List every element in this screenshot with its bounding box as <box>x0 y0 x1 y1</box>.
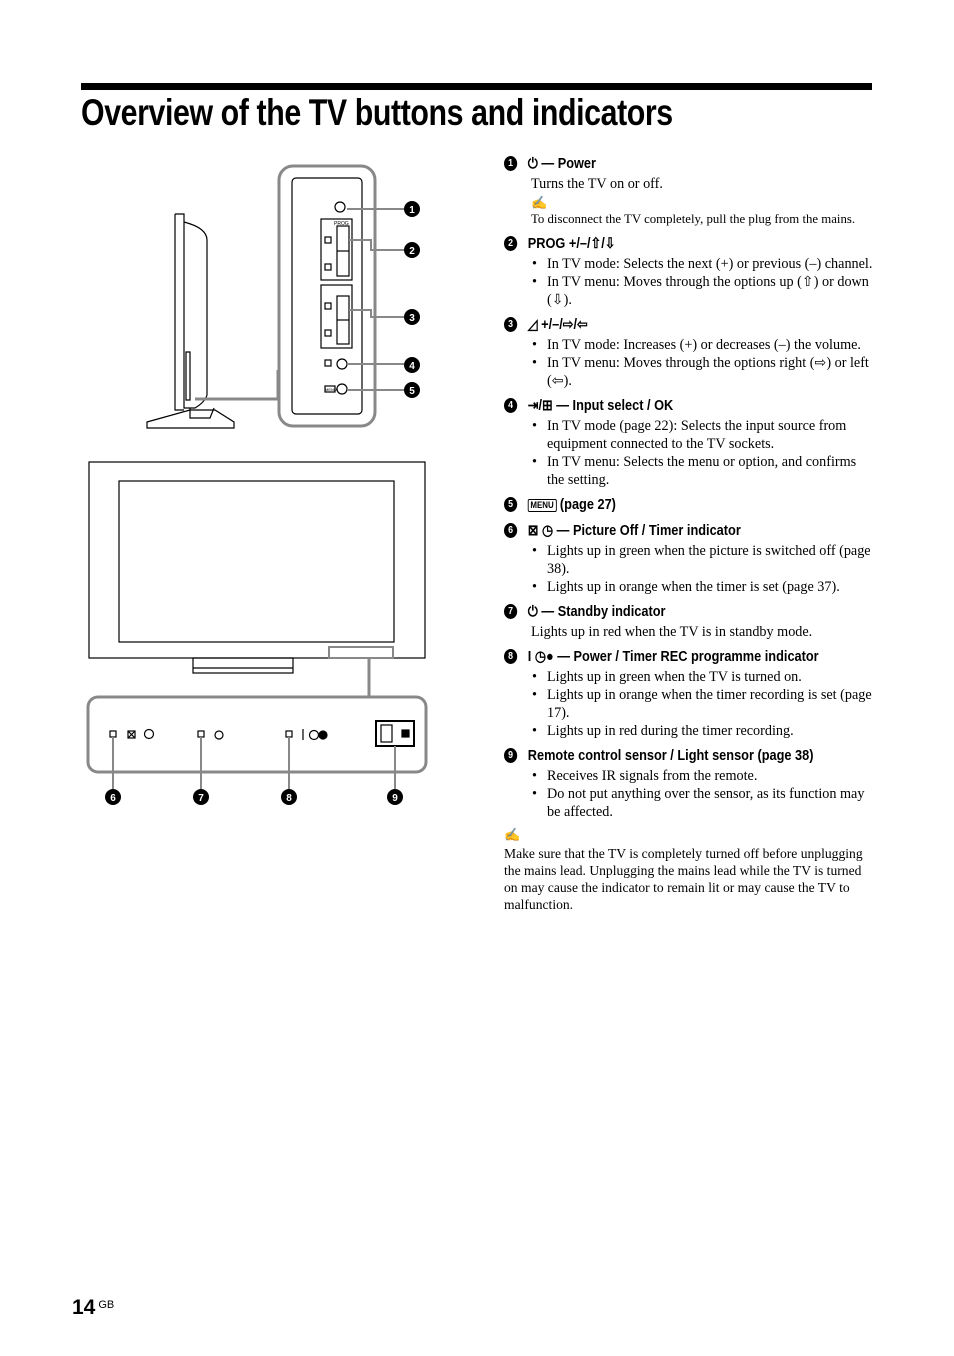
note-icon: ✍ <box>531 195 548 210</box>
item-number: 1 <box>504 156 517 171</box>
page-number <box>72 1296 114 1320</box>
note-text: To disconnect the TV completely, pull the plug from the mains. <box>531 212 856 226</box>
item-number: 9 <box>504 748 517 763</box>
list-item: • In TV mode: Selects the next (+) or previous (–) channel. <box>531 255 874 273</box>
list-item: • Do not put anything over the sensor, as its function may be affected. <box>531 785 874 821</box>
list-item: • Lights up in red during the timer recording. <box>531 722 874 740</box>
callout-3: 3 <box>409 313 415 324</box>
item-volume <box>504 315 874 390</box>
item-heading: (page 27) <box>559 497 616 513</box>
note-icon: ✍ <box>504 827 521 842</box>
list-item: • Lights up in green when the TV is turned on. <box>531 668 874 686</box>
list-item: • In TV mode: Increases (+) or decreases (–) the volume. <box>531 336 874 354</box>
item-input-select <box>504 396 874 489</box>
item-heading: ◿ +/–/⇨/⇦ <box>527 317 588 333</box>
menu-key-icon: MENU <box>528 499 557 512</box>
list-item: • In TV menu: Moves through the options up (⇧) or down (⇩). <box>531 273 874 309</box>
callout-5: 5 <box>409 386 415 397</box>
final-note-text: Make sure that the TV is completely turned off before unplugging the mains lead. Unplugging the mains lead while the TV is turned on may cause the indicator to remain lit or may cause the TV to malfunction. <box>504 846 863 912</box>
item-standby <box>504 602 874 641</box>
callout-9: 9 <box>392 793 398 804</box>
description-column <box>504 154 874 913</box>
list-item: • Lights up in orange when the timer is set (page 37). <box>531 578 874 596</box>
callout-6: 6 <box>110 793 116 804</box>
page-title: Overview of the TV buttons and indicators <box>81 92 673 133</box>
callout-4: 4 <box>409 361 415 372</box>
item-number: 8 <box>504 649 517 664</box>
item-heading: PROG +/–/⇧/⇩ <box>527 236 616 252</box>
callout-2: 2 <box>409 246 415 257</box>
list-item: • Lights up in green when the picture is switched off (page 38). <box>531 542 874 578</box>
item-picture-off <box>504 521 874 596</box>
item-heading: ⊠ ◷ — Picture Off / Timer indicator <box>527 523 741 539</box>
list-item: • In TV mode (page 22): Selects the input source from equipment connected to the TV sockets. <box>531 417 874 453</box>
item-power-timer <box>504 647 874 740</box>
list-item: • Lights up in orange when the timer recording is set (page 17). <box>531 686 874 722</box>
prog-label: PROG <box>334 221 349 227</box>
callout-1: 1 <box>409 205 415 216</box>
item-number: 5 <box>504 497 517 512</box>
item-heading: ⏻ — Power <box>527 156 597 172</box>
item-number: 4 <box>504 398 517 413</box>
item-heading: Remote control sensor / Light sensor (page 38) <box>527 748 814 764</box>
tv-front-view <box>89 462 425 658</box>
page-number-value: 14 <box>72 1296 96 1319</box>
item-heading: ⏻ — Standby indicator <box>527 604 666 620</box>
list-item: • Receives IR signals from the remote. <box>531 767 874 785</box>
item-heading: I ◷● — Power / Timer REC programme indicator <box>527 649 819 665</box>
item-number: 3 <box>504 317 517 332</box>
item-power <box>504 154 874 228</box>
item-number: 7 <box>504 604 517 619</box>
list-item: • In TV menu: Moves through the options right (⇨) or left (⇦). <box>531 354 874 390</box>
item-menu <box>504 495 874 515</box>
item-number: 6 <box>504 523 517 538</box>
tv-side-view <box>175 214 207 408</box>
item-heading: ⇥/⊞ — Input select / OK <box>527 398 674 414</box>
item-sensor <box>504 746 874 821</box>
item-prog <box>504 234 874 309</box>
callout-8: 8 <box>286 793 292 804</box>
callout-7: 7 <box>198 793 204 804</box>
menu-label: MENU <box>325 387 337 392</box>
item-text: Lights up in red when the TV is in standby mode. <box>531 624 813 640</box>
page-number-suffix: GB <box>98 1299 115 1311</box>
item-text: Turns the TV on or off. <box>531 176 663 192</box>
item-number: 2 <box>504 236 517 251</box>
list-item: • In TV menu: Selects the menu or option, and confirms the setting. <box>531 453 874 489</box>
